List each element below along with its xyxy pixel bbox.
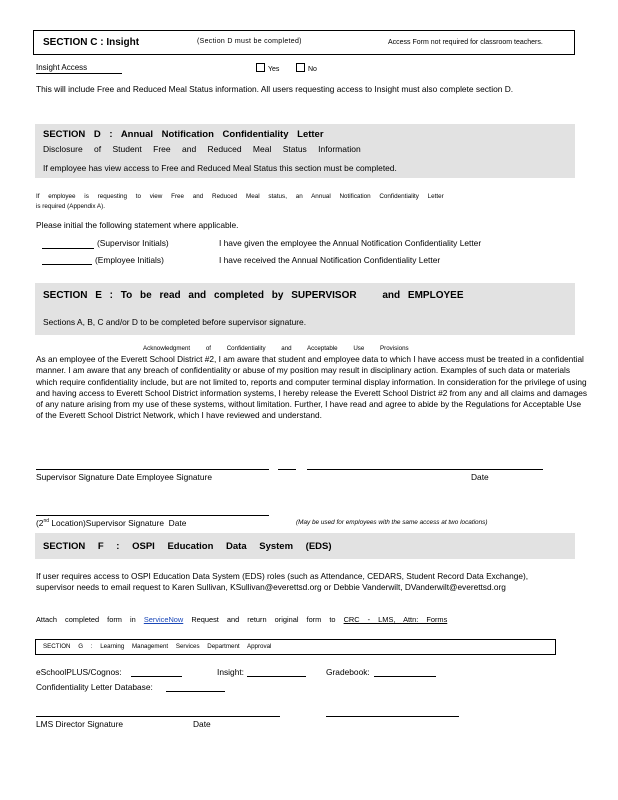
gradebook-label: Gradebook:	[326, 667, 370, 677]
eschoolplus-label: eSchoolPLUS/Cognos:	[36, 667, 122, 677]
section-c-title: SECTION C : Insight	[43, 37, 140, 48]
no-checkbox[interactable]	[296, 63, 305, 72]
attach-destination: CRC - LMS, Attn: Forms	[343, 615, 448, 624]
second-location-label: (2nd Location)Supervisor Signature Date	[36, 518, 187, 528]
section-d-instruction: Please initial the following statement where applicable.	[36, 220, 239, 230]
section-e-title-and: and	[382, 290, 401, 301]
employee-signature-line[interactable]	[307, 469, 543, 470]
yes-option[interactable]	[256, 63, 279, 73]
servicenow-link[interactable]: ServiceNow	[143, 615, 184, 624]
section-d-note-2: is required (Appendix A).	[36, 203, 105, 210]
section-f-text: If user requires access to OSPI Education Data System (EDS) roles (such as Attendance, CEDARS, Student Record Data Exchange), supervisor needs to email request to Karen Sullivan, KSullivan@everettsd.org or Debbie Vanderwilt, DVanderwilt@everettsd.org	[36, 571, 529, 592]
second-location-date: Date	[168, 518, 187, 528]
signature-label: Supervisor Signature Date Employee Signature	[36, 472, 212, 482]
section-f-title: SECTION F : OSPI Education Data System (EDS)	[43, 541, 332, 552]
section-d-subtitle: Disclosure of Student Free and Reduced Meal Status Information	[43, 144, 361, 154]
supervisor-initials-line[interactable]	[42, 248, 94, 249]
insight-label: Insight:	[217, 667, 245, 677]
acknowledgment-title: Acknowledgment of Confidentiality and Acceptable Use Provisions	[143, 345, 409, 352]
insight-line[interactable]	[247, 676, 306, 677]
insight-access-text: Insight Access	[36, 63, 88, 72]
supervisor-signature-line[interactable]	[36, 469, 269, 470]
attach-instructions	[36, 615, 447, 624]
section-d-note-1: If employee is requesting to view Free and Reduced Meal status, an Annual Notification Confidentiality Letter	[36, 193, 444, 200]
yes-checkbox[interactable]	[256, 63, 265, 72]
eschoolplus-line[interactable]	[131, 676, 182, 677]
section-c-note: Access Form not required for classroom teachers.	[388, 39, 543, 46]
no-option[interactable]	[296, 63, 317, 73]
second-location-note: (May be used for employees with the same access at two locations)	[296, 519, 488, 526]
employee-date-label: Date	[471, 472, 489, 482]
gradebook-line[interactable]	[374, 676, 436, 677]
supervisor-initials-statement: I have given the employee the Annual Notification Confidentiality Letter	[219, 238, 482, 248]
section-d-title: SECTION D : Annual Notification Confidentiality Letter	[43, 129, 324, 140]
supervisor-initials-label: (Supervisor Initials)	[97, 238, 169, 248]
no-label: No	[308, 66, 317, 73]
insight-access-label	[36, 63, 87, 72]
lms-date-line[interactable]	[326, 716, 459, 717]
date-line-1[interactable]	[278, 469, 296, 470]
conf-db-label: Confidentiality Letter Database:	[36, 682, 153, 692]
lms-signature-line[interactable]	[36, 716, 280, 717]
section-e-title	[43, 290, 464, 301]
second-location-line[interactable]	[36, 515, 269, 516]
section-c-text: This will include Free and Reduced Meal Status information. All users requesting access to Insight must also complete section D.	[36, 84, 514, 94]
insight-access-underline	[36, 73, 122, 74]
section-c-must: (Section D must be completed)	[197, 38, 302, 45]
attach-mid: Request and return original form to	[191, 615, 336, 624]
section-e-title-employee: EMPLOYEE	[407, 290, 464, 301]
lms-signature-label: LMS Director Signature	[36, 719, 124, 729]
employee-initials-line[interactable]	[42, 264, 92, 265]
lms-date-label: Date	[193, 719, 211, 729]
section-e-text: Sections A, B, C and/or D to be completed before supervisor signature.	[43, 317, 307, 327]
section-g-title: SECTION G : Learning Management Services Department Approval	[43, 643, 272, 650]
section-e-title-prefix: SECTION E : To be read and completed by	[43, 290, 284, 301]
attach-prefix: Attach completed form in	[36, 615, 136, 624]
section-e-title-supervisor: SUPERVISOR	[291, 290, 357, 301]
conf-db-line[interactable]	[166, 691, 225, 692]
yes-label: Yes	[268, 66, 280, 73]
section-d-text: If employee has view access to Free and Reduced Meal Status this section must be completed.	[43, 163, 397, 173]
employee-initials-label: (Employee Initials)	[95, 255, 164, 265]
employee-initials-statement: I have received the Annual Notification Confidentiality Letter	[219, 255, 441, 265]
acknowledgment-body: As an employee of the Everett School District #2, I am aware that student and employee data to which I have access must be treated in a confidential manner. I am aware that any breach of confidentiality or abuse of my position may result in disciplinary action. Examples of such data or materials which require confidentiality include, but are not limited to, reports and computer terminal display information. In consideration for the privilege of using and having access to Everett School District information systems, I hereby release the Everett School District #2 from any and all claims and damages of any nature arising from my use of these systems, without limitation. Further, I have read and agree to abide by the Regulations for Acceptable Use of the Everett School District Network, which I have reviewed and understand.	[36, 354, 588, 421]
